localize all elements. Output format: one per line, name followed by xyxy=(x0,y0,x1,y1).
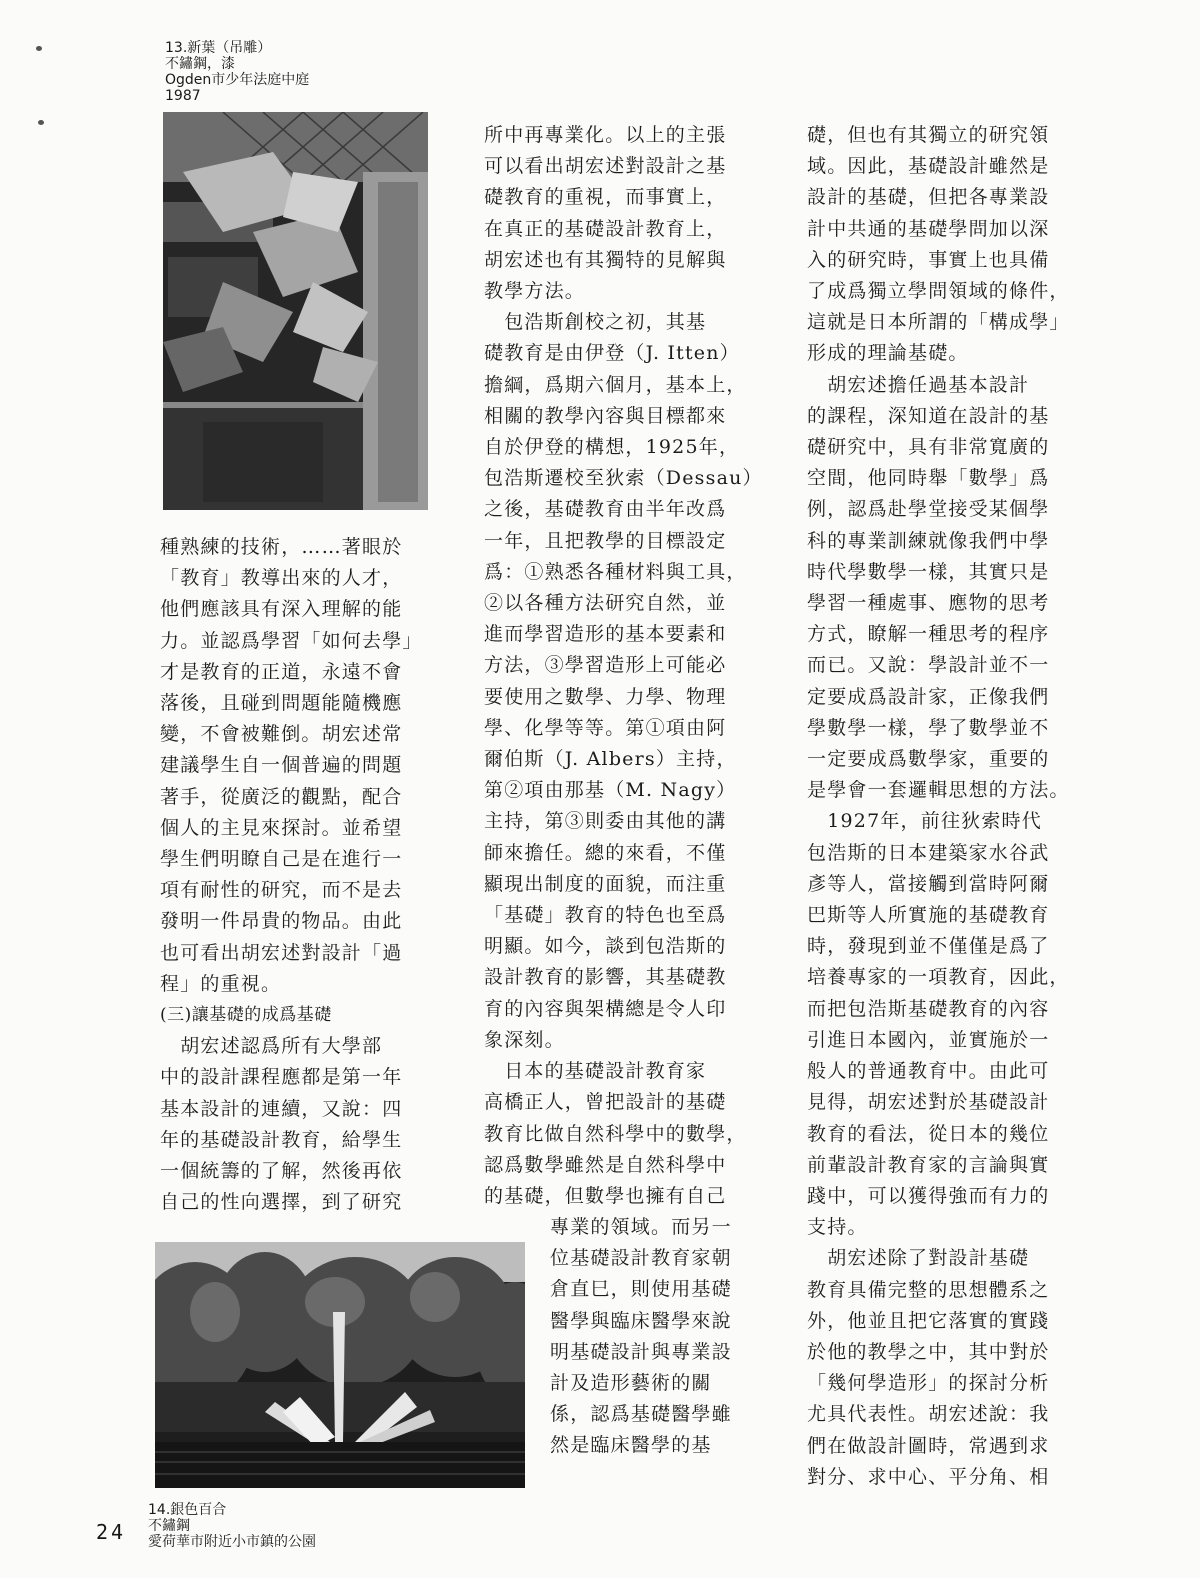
column-1-line: 年的基礎設計教育，給學生 xyxy=(160,1128,403,1151)
column-1-line: 力。並認爲學習「如何去學」 xyxy=(160,629,423,652)
column-2-line: 之後，基礎教育由半年改爲 xyxy=(484,498,727,521)
column-1 xyxy=(160,532,423,1218)
column-1-line: 也可看出胡宏述對設計「過 xyxy=(160,941,403,964)
column-3-line: 1927年，前往狄索時代 xyxy=(807,810,1042,833)
column-3-line: 礎，但也有其獨立的研究領 xyxy=(807,124,1050,146)
column-3-line: 般人的普通教育中。由此可 xyxy=(807,1060,1050,1083)
column-2-line: 胡宏述也有其獨特的見解與 xyxy=(484,248,727,271)
column-2-line: ②以各種方法研究自然，並 xyxy=(484,592,727,615)
column-3-line: 胡宏述擔任過基本設計 xyxy=(807,373,1030,396)
column-2-line: 所中再專業化。以上的主張 xyxy=(484,124,727,146)
column-2-line: 在真正的基礎設計教育上， xyxy=(484,217,727,240)
column-1-line: 個人的主見來探討。並希望 xyxy=(160,816,403,839)
column-2-line: 爾伯斯（J. Albers）主持， xyxy=(484,748,737,771)
column-1-line: 程」的重視。 xyxy=(160,972,282,995)
column-3-line: 形成的理論基礎。 xyxy=(807,342,969,365)
column-2-line: 進而學習造形的基本要素和 xyxy=(484,623,727,646)
column-1-line: 才是教育的正道，永遠不會 xyxy=(160,660,403,683)
column-1-line: 一個統籌的了解，然後再依 xyxy=(160,1160,403,1183)
column-2-line: 明顯。如今，談到包浩斯的 xyxy=(484,935,727,958)
column-3-line: 包浩斯的日本建築家水谷武 xyxy=(807,841,1050,864)
page-number: 24 xyxy=(96,1520,127,1544)
column-3-line: 前輩設計教育家的言論與實 xyxy=(807,1153,1050,1176)
column-1-line: 種熟練的技術，……著眼於 xyxy=(160,536,403,558)
column-2-line: 教學方法。 xyxy=(484,280,586,303)
column-1-line: 變，不會被難倒。胡宏述常 xyxy=(160,723,403,746)
column-2-line: 擔綱，爲期六個月，基本上， xyxy=(484,373,747,396)
column-1-line: 他們應該具有深入理解的能 xyxy=(160,598,403,621)
column-2-line: 主持，第③則委由其他的講 xyxy=(484,810,727,833)
column-2-line: 育的內容與架構總是令人印 xyxy=(484,997,727,1020)
column-2-line: 係，認爲基礎醫學雖 xyxy=(550,1403,732,1426)
column-2-line: 「基礎」教育的特色也至爲 xyxy=(484,904,727,927)
column-2-line: 教育比做自然科學中的數學， xyxy=(484,1122,747,1145)
column-3-line: 們在做設計圖時，常遇到求 xyxy=(807,1434,1050,1457)
column-3-line: 而已。又說：學設計並不一 xyxy=(807,654,1050,677)
column-1-line: 胡宏述認爲所有大學部 xyxy=(160,1035,383,1058)
column-3-line: 入的研究時，事實上也具備 xyxy=(807,248,1050,271)
column-3-line: 培養專家的一項教育，因此， xyxy=(807,966,1070,989)
column-2-line: 醫學與臨床醫學來說 xyxy=(550,1309,732,1332)
column-3-line: 見得，胡宏述對於基礎設計 xyxy=(807,1091,1050,1114)
column-3-line: 的課程，深知道在設計的基 xyxy=(807,404,1050,427)
column-3-line: 引進日本國內，並實施於一 xyxy=(807,1028,1050,1051)
column-2 xyxy=(484,120,763,1212)
column-2-line: 自於伊登的構想，1925年， xyxy=(484,436,740,459)
column-3-line: 科的專業訓練就像我們中學 xyxy=(807,529,1050,552)
figure-13-photo xyxy=(163,112,428,510)
figure-13-caption-location: Ogden市少年法庭中庭 xyxy=(165,72,310,88)
figure-14-caption-title: 14.銀色百合 xyxy=(148,1502,227,1518)
figure-14-caption-material: 不鏽鋼 xyxy=(148,1518,190,1534)
column-3-line: 對分、求中心、平分角、相 xyxy=(807,1465,1050,1488)
column-2-line: 包浩斯創校之初，其基 xyxy=(484,311,707,334)
column-2-line: 象深刻。 xyxy=(484,1028,565,1051)
column-1-line: 著手，從廣泛的觀點，配合 xyxy=(160,785,403,808)
column-2-line: 明基礎設計與專業設 xyxy=(550,1340,732,1363)
scan-speck xyxy=(36,46,42,51)
column-2-line: 的基礎，但數學也擁有自己 xyxy=(484,1184,727,1207)
column-3-line: 礎研究中，具有非常寬廣的 xyxy=(807,436,1050,459)
column-3-line: 這就是日本所謂的「構成學」 xyxy=(807,311,1070,334)
column-2-line: 位基礎設計教育家朝 xyxy=(550,1247,732,1270)
column-1-line: 基本設計的連續，又說：四 xyxy=(160,1097,403,1120)
column-1-line: 建議學生自一個普遍的問題 xyxy=(160,754,403,777)
column-2-line: 專業的領域。而另一 xyxy=(550,1216,732,1238)
figure-14-caption-location: 愛荷華市附近小市鎮的公園 xyxy=(148,1534,316,1550)
column-2-line: 然是臨床醫學的基 xyxy=(550,1434,712,1457)
column-3-line: 是學會一套邏輯思想的方法。 xyxy=(807,779,1070,802)
column-3-line: 設計的基礎，但把各專業設 xyxy=(807,186,1050,209)
column-3-line: 時代學數學一樣，其實只是 xyxy=(807,560,1050,583)
column-1-line: 中的設計課程應都是第一年 xyxy=(160,1066,403,1089)
column-3-line: 外，他並且把它落實的實踐 xyxy=(807,1309,1050,1332)
column-2-line: 爲：①熟悉各種材料與工具， xyxy=(484,560,747,583)
column-2-line: 第②項由那基（M. Nagy） xyxy=(484,779,737,802)
column-2-line: 倉直巳，則使用基礎 xyxy=(550,1278,732,1301)
column-2-line: 高橋正人，曾把設計的基礎 xyxy=(484,1091,727,1114)
column-2-line: 師來擔任。總的來看，不僅 xyxy=(484,841,727,864)
column-2-continued xyxy=(550,1212,732,1462)
column-3-line: 計中共通的基礎學問加以深 xyxy=(807,217,1050,240)
column-3-line: 了成爲獨立學問領域的條件， xyxy=(807,280,1070,303)
column-3-line: 學習一種處事、應物的思考 xyxy=(807,592,1050,615)
column-1-line: 發明一件昂貴的物品。由此 xyxy=(160,910,403,933)
column-1-line: 項有耐性的研究，而不是去 xyxy=(160,879,403,902)
column-2-line: 礎教育是由伊登（J. Itten） xyxy=(484,342,740,365)
column-3-line: 時，發現到並不僅僅是爲了 xyxy=(807,935,1050,958)
column-2-line: 認爲數學雖然是自然科學中 xyxy=(484,1153,727,1176)
column-2-line: 要使用之數學、力學、物理 xyxy=(484,685,727,708)
column-3-line: 而把包浩斯基礎教育的內容 xyxy=(807,997,1050,1020)
column-3-line: 一定要成爲數學家，重要的 xyxy=(807,748,1050,771)
column-2-line: 一年，且把教學的目標設定 xyxy=(484,529,727,552)
column-1-line: 學生們明瞭自己是在進行一 xyxy=(160,848,403,871)
column-2-line: 方法，③學習造形上可能必 xyxy=(484,654,727,677)
column-3-line: 學數學一樣，學了數學並不 xyxy=(807,716,1050,739)
scan-speck xyxy=(38,120,44,125)
column-1-line: 「教育」教導出來的人才， xyxy=(160,567,403,590)
figure-13-caption-title: 13.新葉（吊雕） xyxy=(165,40,272,56)
column-2-line: 顯現出制度的面貌，而注重 xyxy=(484,872,727,895)
column-3 xyxy=(807,120,1070,1493)
figure-14-caption xyxy=(148,1502,316,1550)
column-3-line: 胡宏述除了對設計基礎 xyxy=(807,1247,1030,1270)
figure-13-caption-material: 不鏽鋼，漆 xyxy=(165,56,235,72)
column-2-line: 日本的基礎設計教育家 xyxy=(484,1060,707,1083)
figure-13-caption xyxy=(165,40,309,104)
column-2-line: 相關的教學內容與目標都來 xyxy=(484,404,727,427)
column-3-line: 彥等人，當接觸到當時阿爾 xyxy=(807,872,1050,895)
column-1-line: 落後，且碰到問題能隨機應 xyxy=(160,692,403,715)
column-3-line: 「幾何學造形」的探討分析 xyxy=(807,1372,1050,1395)
column-3-line: 於他的教學之中，其中對於 xyxy=(807,1340,1050,1363)
column-3-line: 巴斯等人所實施的基礎教育 xyxy=(807,904,1050,927)
column-3-line: 尤具代表性。胡宏述說：我 xyxy=(807,1403,1050,1426)
column-2-line: 可以看出胡宏述對設計之基 xyxy=(484,155,727,178)
section-heading: (三)讓基礎的成爲基礎 xyxy=(160,1005,332,1026)
figure-14-photo xyxy=(155,1242,525,1488)
column-2-line: 計及造形藝術的關 xyxy=(550,1372,712,1395)
column-1-line: 自己的性向選擇，到了研究 xyxy=(160,1191,403,1214)
column-3-line: 方式，瞭解一種思考的程序 xyxy=(807,623,1050,646)
column-2-line: 設計教育的影響，其基礎教 xyxy=(484,966,727,989)
column-3-line: 踐中，可以獲得強而有力的 xyxy=(807,1184,1050,1207)
column-2-line: 包浩斯遷校至狄索（Dessau） xyxy=(484,467,763,490)
column-3-line: 定要成爲設計家，正像我們 xyxy=(807,685,1050,708)
column-3-line: 教育具備完整的思想體系之 xyxy=(807,1278,1050,1301)
column-3-line: 空間，他同時舉「數學」爲 xyxy=(807,467,1050,490)
column-3-line: 教育的看法，從日本的幾位 xyxy=(807,1122,1050,1145)
figure-13-caption-year: 1987 xyxy=(165,88,201,104)
column-3-line: 例，認爲赴學堂接受某個學 xyxy=(807,498,1050,521)
column-2-line: 礎教育的重視，而事實上， xyxy=(484,186,727,209)
column-3-line: 域。因此，基礎設計雖然是 xyxy=(807,155,1050,178)
column-2-line: 學、化學等等。第①項由阿 xyxy=(484,716,727,739)
column-3-line: 支持。 xyxy=(807,1216,868,1239)
